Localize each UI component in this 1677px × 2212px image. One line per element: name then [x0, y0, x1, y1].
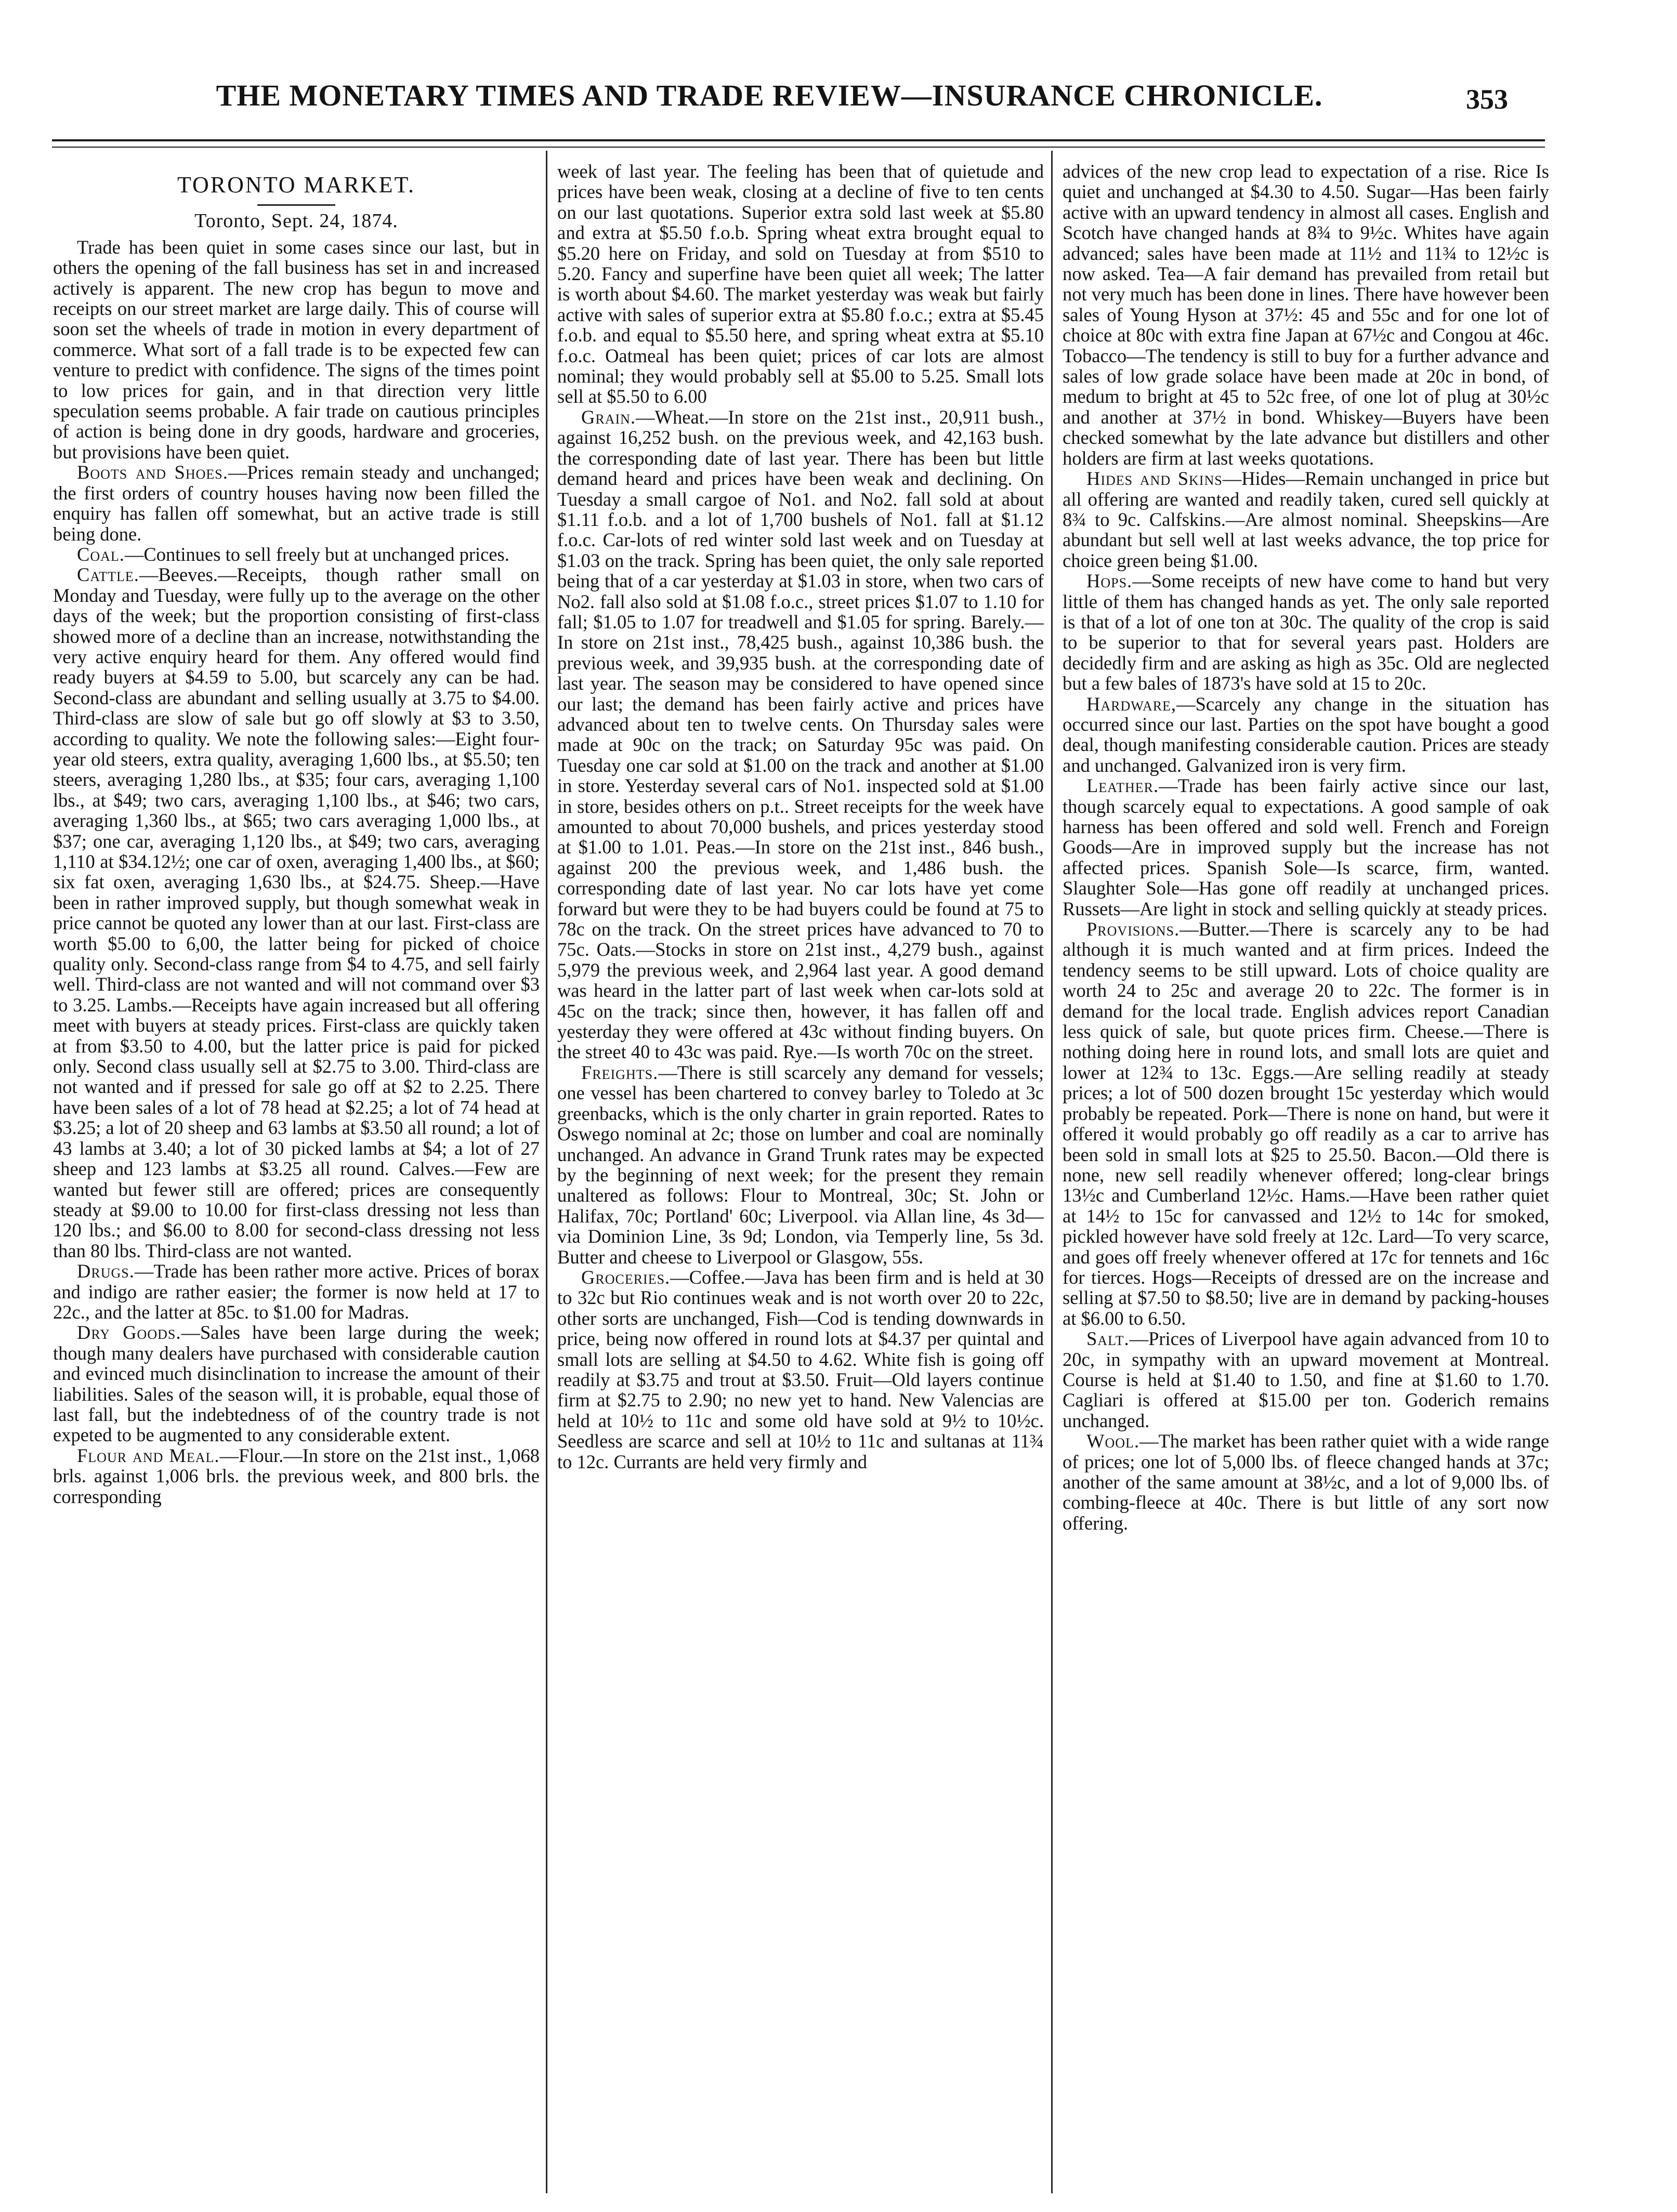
column-2: [557, 161, 1044, 2198]
article-title: TORONTO MARKET.: [177, 172, 416, 198]
column-body: [1063, 161, 1549, 1533]
section-lead: Coal.: [77, 543, 125, 565]
paragraph-text: —Sales have been large during the week; though many dealers have purchased with considerable caution and evinced much disinclination to increase the amount of their liabilities. Sales of the season will, it is probable, equal those of last fall, but the indebtedness of of the country trade is not expeted to be augmented to any considerable extent.: [53, 1322, 540, 1446]
article-paragraph: [557, 1062, 1044, 1267]
paragraph-text: —Wheat.—In store on the 21st inst., 20,911 bush., against 16,252 bush. on the previous week, and 42,163 bush. the corresponding date of last year. There has been but little demand heard and prices have been weak and declining. On Tuesday a small cargoe of No1. and No2. fall sold at about $1.11 f.o.b. and a lot of 1,700 bushels of No1. fall at $1.12 f.o.c. Car-lots of red winter sold last week and on Tuesday at $1.03 on the track. Spring has been quiet, the only sale reported being that of a car yesterday at $1.03 in store, when two cars of No2. fall also sold at $1.08 f.o.c., street prices $1.07 to 1.10 for fall; $1.05 to 1.07 for treadwell and $1.05 for spring. Barely.—In store on 21st inst., 78,425 bush., against 10,386 bush. the previous week, and 39,935 bush. at the corresponding date of last year. The season may be considered to have opened since our last; the demand has been fairly active and prices have advanced about ten to twelve cents. On Thursday sales were made at 90c on the track; on Saturday 95c was paid. On Tuesday one car sold at $1.00 on the track and another at $1.00 in store. Yesterday several cars of No1. inspected sold at $1.00 in store, besides others on p.t.. Street receipts for the week have amounted to about 70,000 bushels, and prices yesterday stood at $1.00 to 1.01. Peas.—In store on the 21st inst., 846 bush., against 200 the previous week, and 1,486 bush. the corresponding date of last year. No car lots have yet come forward but were they to be had buyers could be found at 75 to 78c on the track. On the street prices have advanced to 70 to 75c. Oats.—Stocks in store on 21st inst., 4,279 bush., against 5,979 the previous week, and 2,964 last year. A good demand was heard in the latter part of last week when car-lots sold at 45c on the track; since then, however, it has fallen off and yesterday they were offered at 43c without finding buyers. On the street 40 to 43c was paid. Rye.—Is worth 70c on the street.: [557, 406, 1044, 1063]
section-lead: Dry Goods.: [77, 1322, 181, 1344]
paragraph-text: —Trade has been fairly active since our last, though scarcely equal to expectations. A good sample of oak harness has been offered and sold well. French and Foreign Goods—Are in improved supply but the increase has not affected prices. Spanish Sole—Is scarce, firm, wanted. Slaughter Sole—Has gone off readily at unchanged prices. Russets—Are light in stock and selling quickly at steady prices.: [1063, 775, 1549, 919]
section-lead: Hides and Skins: [1086, 468, 1223, 490]
paragraph-text: —Trade has been rather more active. Prices of borax and indigo are rather easier; the former is now held at 17 to 22c., and the latter at 85c. to $1.00 for Madras.: [53, 1260, 540, 1323]
paragraph-text: —The market has been rather quiet with a wide range of prices; one lot of 5,000 lbs. of fleece changed hands at 37c; another of the same amount at 38½c, and a lot of 9,000 lbs. of combing-fleece at 40c. There is but little of any sort now offering.: [1063, 1430, 1549, 1534]
article-paragraph: [557, 407, 1044, 1062]
paragraph-text: —Continues to sell freely but at unchanged prices.: [124, 543, 509, 565]
section-lead: Groceries.: [581, 1266, 671, 1288]
section-lead: Hops.: [1086, 570, 1133, 592]
paragraph-text: advices of the new crop lead to expectation of a rise. Rice Is quiet and unchanged at $4.30 to 4.50. Sugar—Has been fairly active with an upward tendency in almost all cases. English and Scotch have changed hands at 8¾ to 9½c. Whites have again advanced; sales have been made at 11½ and 11¾ to 12½c is now asked. Tea—A fair demand has prevailed from retail but not very much has been done in lines. There have however been sales of Young Hyson at 37½: 45 and 55c and for one lot of choice at 80c with extra fine Japan at 67½c and Congou at 46c. Tobacco—The tendency is still to buy for a further advance and sales of low grade solace have been made at 20c in bond, of medum to bright at 45 to 52c free, of one lot of plug at 30½c and another at 37½ in bond. Whiskey—Buyers have been checked somewhat by the late advance but distillers and other holders are firm at last weeks quotations.: [1063, 161, 1549, 469]
article-paragraph: [53, 462, 540, 544]
article-paragraph: [53, 1445, 540, 1507]
article-paragraph: [557, 1267, 1044, 1472]
paragraph-text: —Beeves.—Receipts, though rather small on Monday and Tuesday, were fully up to the average on the other days of the week; but the proportion consisting of first-class showed more of a decline than an increase, notwithstanding the very active enquiry heard for them. Any offered would find ready buyers at $4.59 to 5.00, but scarcely any can be had. Second-class are abundant and selling usually at 3.75 to $4.00. Third-class are slow of sale but go off slowly at $3 to 3.50, according to quality. We note the following sales:—Eight four-year old steers, extra quality, averaging 1,600 lbs., at $5.50; ten steers, averaging 1,280 lbs., at $35; four cars, averaging 1,100 lbs., at $49; two cars, averaging 1,100 lbs., at $46; two cars, averaging 1,360 lbs., at $65; two cars averaging 1,000 lbs., at $37; one car, averaging 1,120 lbs., at $49; two cars, averaging 1,110 at $34.12½; one car of oxen, averaging 1,400 lbs., at $60; six fat oxen, averaging 1,630 lbs., at $24.75. Sheep.—Have been in rather improved supply, but though somewhat weak in price cannot be quoted any lower than at our last. First-class are worth $5.00 to 6,00, the latter being for picked of choice quality only. Second-class range from $4 to 4.75, and sell fairly well. Third-class are not wanted and will not command over $3 to 3.25. Lambs.—Receipts have again increased but all offering meet with buyers at steady prices. First-class are quickly taken at from $3.50 to 4.00, but the latter price is paid for picked only. Second class usually sell at $2.75 to 3.00. Third-class are not wanted and if pressed for sale go off at $2 to 2.25. There have been sales of a lot of 78 head at $2.25; a lot of 74 head at $3.25; a lot of 20 sheep and 63 lambs at $3.50 all round; a lot of 43 lambs at 3.40; a lot of 30 picked lambs at $4; a lot of 27 sheep and 123 lambs at $3.25 all round. Calves.—Few are wanted but fewer still are offered; prices are consequently steady at $9.00 to 10.00 for first-class dressing not less than 120 lbs.; and $6.00 to 8.00 for second-class dressing not less than 80 lbs. Third-class are not wanted.: [53, 564, 540, 1261]
article-dateline: Toronto, Sept. 24, 1874.: [194, 210, 398, 232]
paragraph-text: —There is still scarcely any demand for vessels; one vessel has been chartered to convey barley to Toledo at 3c greenbacks, which is the only charter in grain reported. Rates to Oswego nominal at 2c; those on lumber and coal are nominally unchanged. An advance in Grand Trunk rates may be expected by the beginning of next week; for the present they remain unaltered as follows: Flour to Montreal, 30c; St. John or Halifax, 70c; Portland' 60c; Liverpool. via Allan line, 4s 3d—via Dominion Line, 3s 9d; London, via Temperly line, 5s 3d. Butter and cheese to Liverpool or Glasgow, 55s.: [557, 1061, 1044, 1268]
section-lead: Cattle.: [77, 564, 139, 586]
paragraph-text: —Some receipts of new have come to hand but very little of them has changed hands as yet. The only sale reported is that of a lot of one ton at 30c. The quality of the crop is said to be superior to that for several years past. Holders are decidedly firm and are asking as high as 35c. Old are neglected but a few bales of 1873's have sold at 15 to 20c.: [1063, 570, 1549, 694]
article-paragraph: [1063, 1431, 1549, 1533]
article-paragraph: [1063, 775, 1549, 919]
paragraph-text: —Hides—Remain unchanged in price but all offering are wanted and readily taken, cured sell quickly at 8¾ to 9c. Calfskins.—Are almost nominal. Sheepskins—Are abundant but sell well at last weeks advance, the top price for choice green being $1.00.: [1063, 468, 1549, 571]
article-paragraph: [53, 237, 540, 462]
column-1: [53, 161, 540, 2198]
column-3: [1063, 161, 1549, 2198]
article-paragraph: [1063, 571, 1549, 693]
header-rule: [52, 139, 1545, 141]
section-lead: Wool.: [1086, 1430, 1140, 1452]
article-paragraph: [557, 161, 1044, 407]
section-lead: Flour and Meal.: [77, 1444, 220, 1466]
paragraph-text: Trade has been quiet in some cases since our last, but in others the opening of the fall business has set in and increased actively is apparent. The new crop has begun to move and receipts on our street market are large daily. This of course will soon set the wheels of trade in motion in every department of commerce. What sort of a fall trade is to be expected few can venture to predict with confidence. The signs of the times point to low prices for gain, and in that direction very little speculation seems probable. A fair trade on cautious principles of action is being done in dry goods, hardware and groceries, but provisions have been quiet.: [53, 236, 540, 463]
column-body: [557, 161, 1044, 1472]
article-paragraph: [1063, 468, 1549, 571]
column-body: [53, 237, 540, 1507]
paragraph-text: —Flour.—In store on the 21st inst., 1,068 brls. against 1,006 brls. the previous week, and 800 brls. the corresponding: [53, 1444, 540, 1507]
section-lead: Drugs.: [77, 1260, 135, 1282]
section-lead: Salt.: [1086, 1328, 1130, 1350]
article-paragraph: [53, 1322, 540, 1445]
section-lead: Boots and Shoes.: [77, 462, 228, 483]
column-divider: [1051, 151, 1053, 2193]
title-rule: [257, 204, 335, 206]
article-paragraph: [1063, 161, 1549, 468]
article-paragraph: [53, 544, 540, 564]
section-lead: Freights.: [581, 1061, 659, 1083]
section-lead: Provisions.: [1086, 918, 1180, 940]
article-paragraph: [53, 1261, 540, 1322]
article-paragraph: [1063, 694, 1549, 776]
paragraph-text: —Scarcely any change in the situation has occurred since our last. Parties on the spot have bought a good deal, though manifesting considerable caution. Prices are steady and unchanged. Galvanized iron is very firm.: [1063, 693, 1549, 776]
column-divider: [546, 151, 547, 2193]
paragraph-text: week of last year. The feeling has been that of quietude and prices have been weak, closing at a decline of five to ten cents on our last quotations. Superior extra sold last week at $5.80 and extra at $5.50 f.o.b. Spring wheat extra brought equal to $5.20 here on Friday, and sold on Tuesday at from $510 to 5.20. Fancy and superfine have been quiet all week; The latter is worth about $4.60. The market yesterday was weak but fairly active with sales of superior extra at $5.80 f.o.c.; extra at $5.45 f.o.b. and equal to $5.50 here, and spring wheat extra at $5.10 f.o.c. Oatmeal has been quiet; prices of car lots are almost nominal; they would probably sell at $5.00 to 5.25. Small lots sell at $5.50 to 6.00: [557, 161, 1044, 407]
paragraph-text: —Butter.—There is scarcely any to be had although it is much wanted and at firm prices. Indeed the tendency seems to be still upward. Lots of choice quality are worth 24 to 25c and average 20 to 22c. The former is in demand for the local trade. English advices report Canadian less quick of sale, but quote prices firm. Cheese.—There is nothing doing here in round lots, and small lots are quiet and lower at 12¾ to 13c. Eggs.—Are selling readily at steady prices; a lot of 500 dozen brought 15c yesterday which would probably be repeated. Pork—There is none on hand, but were it offered it would probably go off readily as a car to arrive has been sold in small lots at $25 to 25.50. Bacon.—Old there is none, new sell readily whenever offered; long-clear brings 13½c and Cumberland 12½c. Hams.—Have been rather quiet at 14½ to 15c for canvassed and 12½ to 14c for smoked, pickled however have sold freely at 12c. Lard—To very scarce, and goes off freely whenever offered at 17c for tennets and 16c for tierces. Hogs—Receipts of dressed are on the increase and selling at $7.50 to $8.50; live are in demand by packing-houses at $6.00 to 6.50.: [1063, 918, 1549, 1329]
section-lead: Hardware,: [1086, 693, 1177, 715]
article-paragraph: [1063, 919, 1549, 1328]
article-paragraph: [1063, 1328, 1549, 1431]
section-lead: Leather.: [1086, 775, 1159, 797]
paragraph-text: —Prices of Liverpool have again advanced from 10 to 20c, in sympathy with an upward movement at Montreal. Course is held at $1.40 to 1.50, and fine at $1.60 to 1.70. Cagliari is offered at $15.00 per ton. Goderich remains unchanged.: [1063, 1328, 1549, 1431]
header-rule-thin: [52, 147, 1545, 148]
section-lead: Grain.: [581, 406, 636, 428]
article-paragraph: [53, 564, 540, 1261]
paragraph-text: —Coffee.—Java has been firm and is held at 30 to 32c but Rio continues weak and is not worth over 20 to 22c, other sorts are unchanged, Fish—Cod is tending downwards in price, being now offered in round lots at $4.37 per quintal and small lots are selling at $4.50 to 4.62. White fish is going off readily at $3.75 and trout at $3.50. Fruit—Old layers continue firm at $2.75 to 2.90; no new yet to hand. New Valencias are held at 10½ to 11c and some old have sold at 9½ to 10½c. Seedless are scarce and sell at 10½ to 11c and sultanas at 11¾ to 12c. Currants are held very firmly and: [557, 1266, 1044, 1472]
page-number: 353: [1466, 84, 1508, 115]
paragraph-text: —Prices remain steady and unchanged; the first orders of country houses having now been filled the enquiry has fallen off somewhat, but an active trade is still being done.: [53, 462, 540, 545]
page-header-title: THE MONETARY TIMES AND TRADE REVIEW—INSURANCE CHRONICLE.: [216, 78, 1323, 112]
